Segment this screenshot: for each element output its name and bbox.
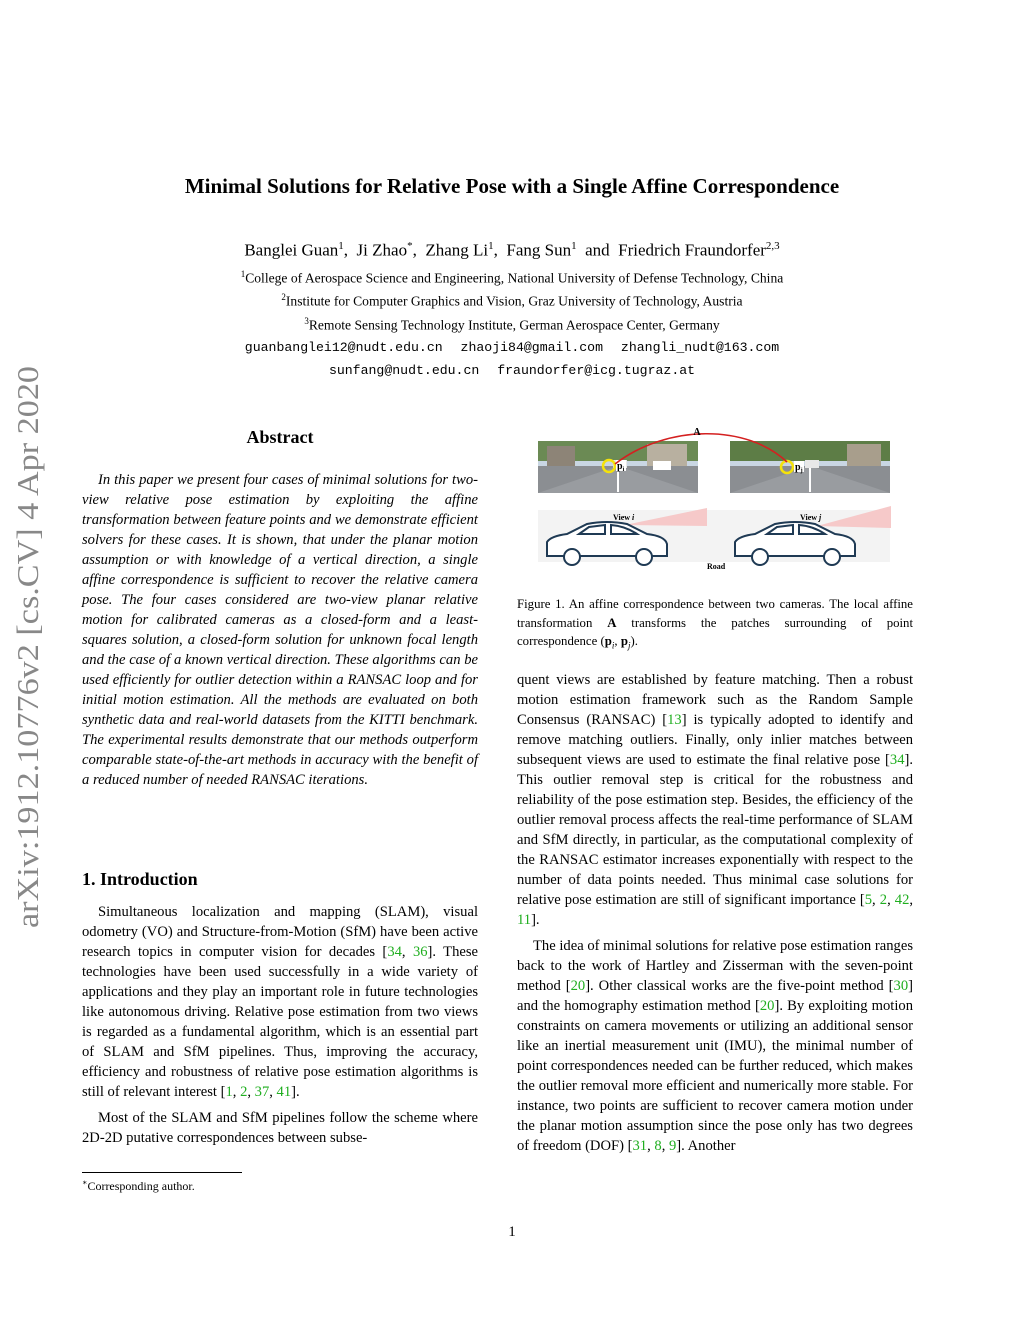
affine-label-A: A: [693, 427, 701, 438]
citation-link[interactable]: 8: [654, 1138, 662, 1154]
paragraph: quent views are established by feature matching. Then a robust motion estimation framework such as the Random Sample Consensus (RANSAC) [13] is typically adopted to identify and remove matching outliers. Finally, only inlier matches between subsequent views are used to estimate the final relative pose [34]. This outlier removal step is critical for the robustness and reliability of the pose estimation step. Besides, the efficiency of the outlier removal process affects the real-time performance of SLAM and SfM directly, in particular, as the computational complexity of the RANSAC estimator increases exponentially with respect to the number of data points needed. Thus minimal case solutions for relative pose estimation are still of significant importance [5, 2, 42, 11].: [517, 672, 914, 928]
citation-link[interactable]: 2: [240, 1084, 248, 1100]
paragraph-text: ]. Another: [676, 1138, 736, 1154]
citation-link[interactable]: 34: [889, 752, 905, 768]
point-label-pj: $p_j$: [795, 462, 803, 474]
paragraph-text: ]. These technologies have been used successfully in a wide variety of applications and they play an important role in future technologies like autonomous driving. Relative pose estimation from two views is regarded as a fundamental algorithm, which is an essential part of SLAM and SfM pipelines. Thus, improving the accuracy, efficiency and robustness of relative pose estimation algorithms is still of relevant interest [: [82, 944, 478, 1100]
citation-link[interactable]: 9: [668, 1138, 677, 1154]
affiliation-sup: 2: [281, 292, 286, 302]
figure-caption: [517, 595, 913, 655]
caption-math-sub: i: [611, 640, 615, 651]
affiliation-sup: 1: [240, 269, 246, 279]
footnote-text: Corresponding author.: [87, 1179, 195, 1193]
citation-link[interactable]: 41: [276, 1084, 292, 1100]
affiliation-text: College of Aerospace Science and Engineering, National University of Defense Technology, China: [245, 270, 784, 286]
view-i-label: View i: [613, 513, 635, 522]
affiliation-sup: 3: [304, 316, 309, 326]
citation-link[interactable]: 30: [893, 978, 909, 994]
intro-column: [82, 902, 478, 1154]
citation-link[interactable]: 20: [759, 998, 775, 1014]
paragraph: Most of the SLAM and SfM pipelines follow the scheme where 2D-2D putative correspondences between subse-: [82, 1110, 478, 1146]
affiliation: [0, 292, 1024, 310]
citation-link[interactable]: 11: [517, 912, 532, 928]
citation-link[interactable]: 36: [412, 944, 428, 960]
paragraph: Simultaneous localization and mapping (SLAM), visual odometry (VO) and Structure-from-Motion (SfM) have been active research topics in computer vision for decades [34, 36]. These technologies have been used successfully in a wide variety of applications and they play an important role in future technologies like autonomous driving. Relative pose estimation from two views is regarded as a fundamental algorithm, which is an essential part of SLAM and SfM pipelines. Thus, improving the accuracy, efficiency and robustness of relative pose estimation algorithms is still of relevant interest [1, 2, 37, 41].: [82, 904, 478, 1100]
paragraph-text: The idea of minimal solutions for relative pose estimation ranges back to the work of Hartley and Zisserman with the seven-point method [: [517, 938, 913, 994]
author-list: Banglei Guan$^1$, Ji Zhao*, Zhang Li$^1$, Fang Sun$^1$ and Friedrich Fraundorfer$^{2,3}$: [244, 240, 780, 260]
paragraph: The idea of minimal solutions for relative pose estimation ranges back to the work of Hartley and Zisserman with the seven-point method [20]. Other classical works are the five-point method [30] and the homography estimation method [20]. By exploiting motion constraints on camera movements or utilizing an additional sensor like an inertial measurement unit (IMU), the minimal number of point correspondences needed can be further reduced, which makes the outlier removal more efficient and numerically more stable. For instance, two points are sufficient to recover camera motion under the planar motion assumption since the pose only has two degrees of freedom (DOF) [31, 8, 9]. Another: [517, 938, 913, 1154]
paragraph-text: ]. Other classical works are the five-point method [: [585, 978, 894, 994]
caption-text: Figure 1. An affine correspondence between two cameras. The local affine transformation: [517, 597, 913, 630]
author-sup: 2,3: [765, 240, 780, 252]
affiliation: [0, 269, 1024, 287]
paragraph-text: ] is typically adopted to identify and remove matching outliers. Finally, only inlier matches between subsequent views are used to estimate the final relative pose [: [517, 712, 914, 768]
footnote: ∗Corresponding author.: [82, 1178, 195, 1193]
caption-text: ,: [614, 634, 621, 648]
caption-math: p: [620, 634, 628, 648]
figure-1: [517, 426, 913, 576]
paragraph-text: ].: [531, 912, 540, 928]
citation-link[interactable]: 5: [864, 892, 873, 908]
abstract-body: In this paper we present four cases of minimal solutions for two-view relative pose estimation by exploiting the affine transformation between feature points and we demonstrate efficient solvers for these cases. It is shown, that under the planar motion assumption or with knowledge of a vertical direction, a single affine correspondence is sufficient to recover the relative camera pose. The four cases considered are two-view planar relative motion for calibrated cameras as a closed-form and a least-squares solution, a closed-form solution for unknown focal length and the case of a known vertical direction. These algorithms can be used efficiently for outlier detection within a RANSAC loop and for initial motion estimation. All the methods are evaluated on both synthetic data and real-world datasets from the KITTI benchmark. The experimental results demonstrate that our methods outperform comparable state-of-the-art methods in accuracy with the benefit of a reduced number of needed RANSAC iterations.: [82, 472, 478, 788]
author-sup: 1: [488, 240, 494, 252]
point-label-pi: $p_i$: [617, 461, 625, 473]
author-name: Fang Sun: [506, 240, 572, 260]
email-line: guanbanglei12@nudt.edu.cn zhaoji84@gmail.com zhangli_nudt@163.com: [244, 340, 780, 355]
citation-link[interactable]: 20: [570, 978, 586, 994]
paragraph-text: Simultaneous localization and mapping (SLAM), visual odometry (VO) and Structure-from-Motion (SfM) have been active research topics in computer vision for decades [: [82, 904, 478, 960]
author-and: and: [585, 240, 610, 260]
street-image-right: [730, 441, 890, 493]
caption-math: p: [604, 634, 612, 648]
right-column: [517, 670, 913, 1162]
citation-link[interactable]: 37: [254, 1084, 270, 1100]
author-sup: 1: [338, 240, 344, 252]
page-number: 1: [508, 1224, 516, 1240]
paragraph-text: ]. By exploiting motion constraints on camera movements or utilizing an additional sensor like an inertial measurement unit (IMU), the minimal number of point correspondences needed can be further reduced, which makes the outlier removal more efficient and numerically more stable. For instance, two points are sufficient to recover camera motion under the planar motion assumption since the pose only has two degrees of freedom (DOF) [: [517, 998, 913, 1154]
figure-1-graphic: [517, 426, 913, 576]
citation-link[interactable]: 2: [879, 892, 888, 908]
road-label: Road: [707, 562, 726, 571]
paper-title: Minimal Solutions for Relative Pose with a Single Affine Correspondence: [184, 174, 840, 198]
author-name: Banglei Guan: [244, 240, 339, 260]
author-name: Zhang Li: [425, 240, 489, 260]
caption-text: ).: [630, 634, 638, 648]
caption-text: transforms the patches surrounding of point correspondence (: [517, 615, 913, 648]
citation-link[interactable]: 42: [894, 892, 910, 908]
abstract-heading: Abstract: [246, 427, 314, 447]
email-line: sunfang@nudt.edu.cn fraundorfer@icg.tugraz.at: [328, 363, 696, 378]
affiliation-text: Institute for Computer Graphics and Vision, Graz University of Technology, Austria: [285, 293, 743, 309]
citation-link[interactable]: 34: [387, 944, 402, 960]
citation-link[interactable]: 13: [667, 712, 682, 728]
paragraph-text: ] and the homography estimation method [: [517, 978, 913, 1014]
footnote-rule: [82, 1172, 242, 1173]
section-heading: 1. Introduction: [82, 869, 198, 889]
view-j-label: View j: [800, 513, 822, 522]
paragraph-text: ]. This outlier removal step is critical for the robustness and reliability of the pose estimation step. Besides, the efficiency of the outlier removal process affects the real-time performance of SLAM and SfM directly, in particular, as the computational complexity of the RANSAC estimator increases exponentially with respect to the number of data points needed. Thus minimal case solutions for relative pose estimation are still of significant importance [: [517, 752, 913, 908]
author-name: Friedrich Fraundorfer: [618, 240, 766, 260]
arxiv-stamp: [4, 362, 50, 932]
caption-math-sub: j: [627, 640, 631, 651]
arxiv-id: arXiv:1912.10776v2 [cs.CV] 4 Apr 2020: [10, 418, 45, 928]
paragraph-text: quent views are established by feature matching. Then a robust motion estimation framework such as the Random Sample Consensus (RANSAC) [: [517, 672, 913, 728]
caption-bold: A: [607, 615, 617, 630]
citation-link[interactable]: 1: [225, 1084, 233, 1100]
affiliation-text: Remote Sensing Technology Institute, German Aerospace Center, Germany: [308, 317, 720, 333]
affiliation: [0, 316, 1024, 334]
author-sup: *: [407, 240, 413, 252]
author-name: Ji Zhao: [356, 240, 408, 260]
author-sup: 1: [571, 240, 577, 252]
citation-link[interactable]: 31: [632, 1138, 648, 1154]
